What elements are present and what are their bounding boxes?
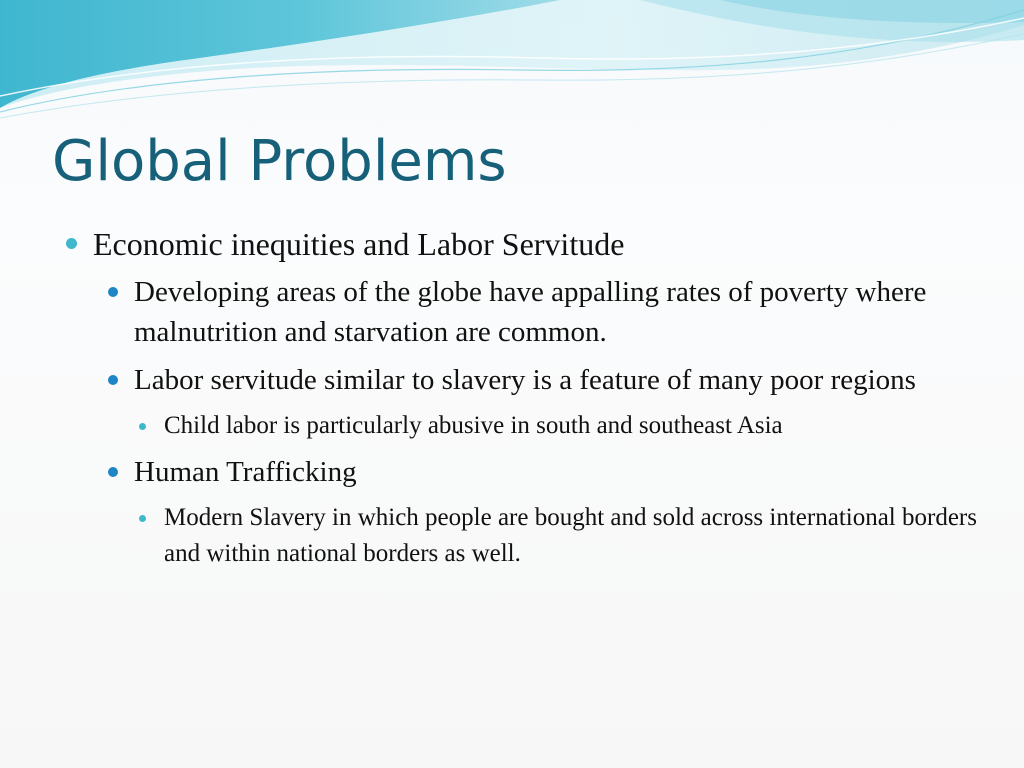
bullet-dot-icon [108,287,118,297]
bullet-dot-icon [139,515,146,522]
bullet-dot-icon [108,467,118,477]
bullet-text: Modern Slavery in which people are bought and sold across international borders and within national borders as well. [164,504,977,567]
bullet-text: Developing areas of the globe have appalling rates of poverty where malnutrition and starvation are common. [134,276,927,348]
bullet-level2 [103,272,1002,352]
bullet-dot-icon [108,375,118,385]
bullet-text: Economic inequities and Labor Servitude [93,226,625,262]
bullet-level1 [62,222,1002,266]
bullet-text: Labor servitude similar to slavery is a feature of many poor regions [134,364,916,396]
bullet-level2 [103,360,1002,400]
bullet-level3 [134,408,1002,444]
wave-banner [0,0,1024,130]
bullet-text: Child labor is particularly abusive in south and southeast Asia [164,412,783,439]
bullet-list [62,222,1002,580]
bullet-level2 [103,452,1002,492]
bullet-dot-icon [139,423,146,430]
bullet-dot-icon [66,238,77,249]
page-title: Global Problems [52,129,507,194]
bullet-level3 [134,500,1002,572]
bullet-text: Human Trafficking [134,456,357,488]
